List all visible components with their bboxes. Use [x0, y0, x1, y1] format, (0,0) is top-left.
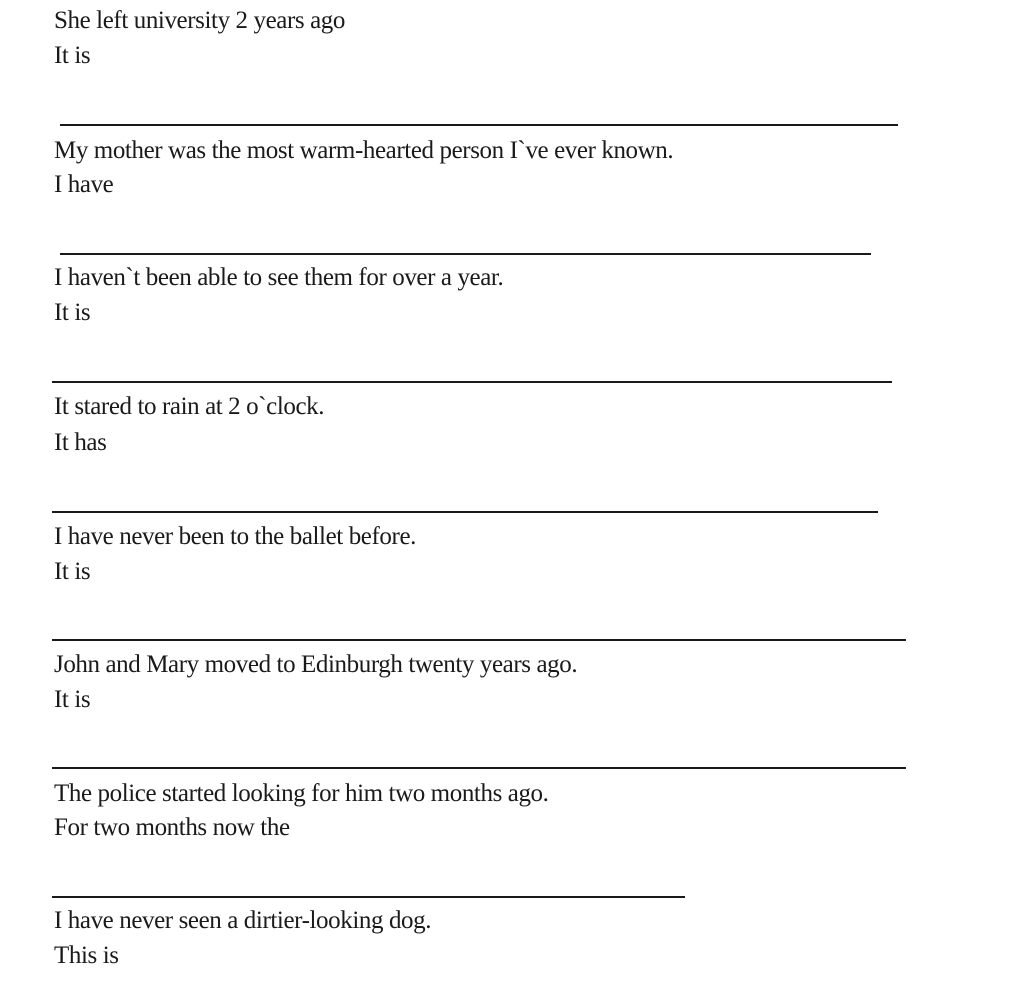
answer-line-7 [52, 896, 685, 898]
exercise-1-prompt: It is [54, 42, 91, 69]
answer-line-6 [52, 767, 906, 769]
answer-line-1 [60, 124, 898, 126]
answer-line-5 [52, 639, 906, 641]
answer-line-2 [60, 253, 871, 255]
exercise-4-prompt: It has [54, 429, 107, 456]
answer-line-4 [52, 511, 878, 513]
exercise-2-sentence: My mother was the most warm-hearted person I`ve ever known. [54, 137, 674, 164]
exercise-7-sentence: The police started looking for him two months ago. [54, 780, 549, 807]
exercise-7-prompt: For two months now the [54, 814, 290, 841]
exercise-6-prompt: It is [54, 686, 91, 713]
exercise-8-prompt: This is [54, 942, 119, 969]
exercise-4-sentence: It stared to rain at 2 o`clock. [54, 393, 325, 420]
exercise-3-prompt: It is [54, 299, 91, 326]
exercise-3-sentence: I haven`t been able to see them for over a year. [54, 264, 504, 291]
exercise-5-prompt: It is [54, 558, 91, 585]
exercise-2-prompt: I have [54, 171, 114, 198]
exercise-1-sentence: She left university 2 years ago [54, 7, 345, 34]
exercise-5-sentence: I have never been to the ballet before. [54, 523, 416, 550]
exercise-8-sentence: I have never seen a dirtier-looking dog. [54, 907, 432, 934]
exercise-6-sentence: John and Mary moved to Edinburgh twenty years ago. [54, 651, 578, 678]
answer-line-3 [52, 381, 892, 383]
